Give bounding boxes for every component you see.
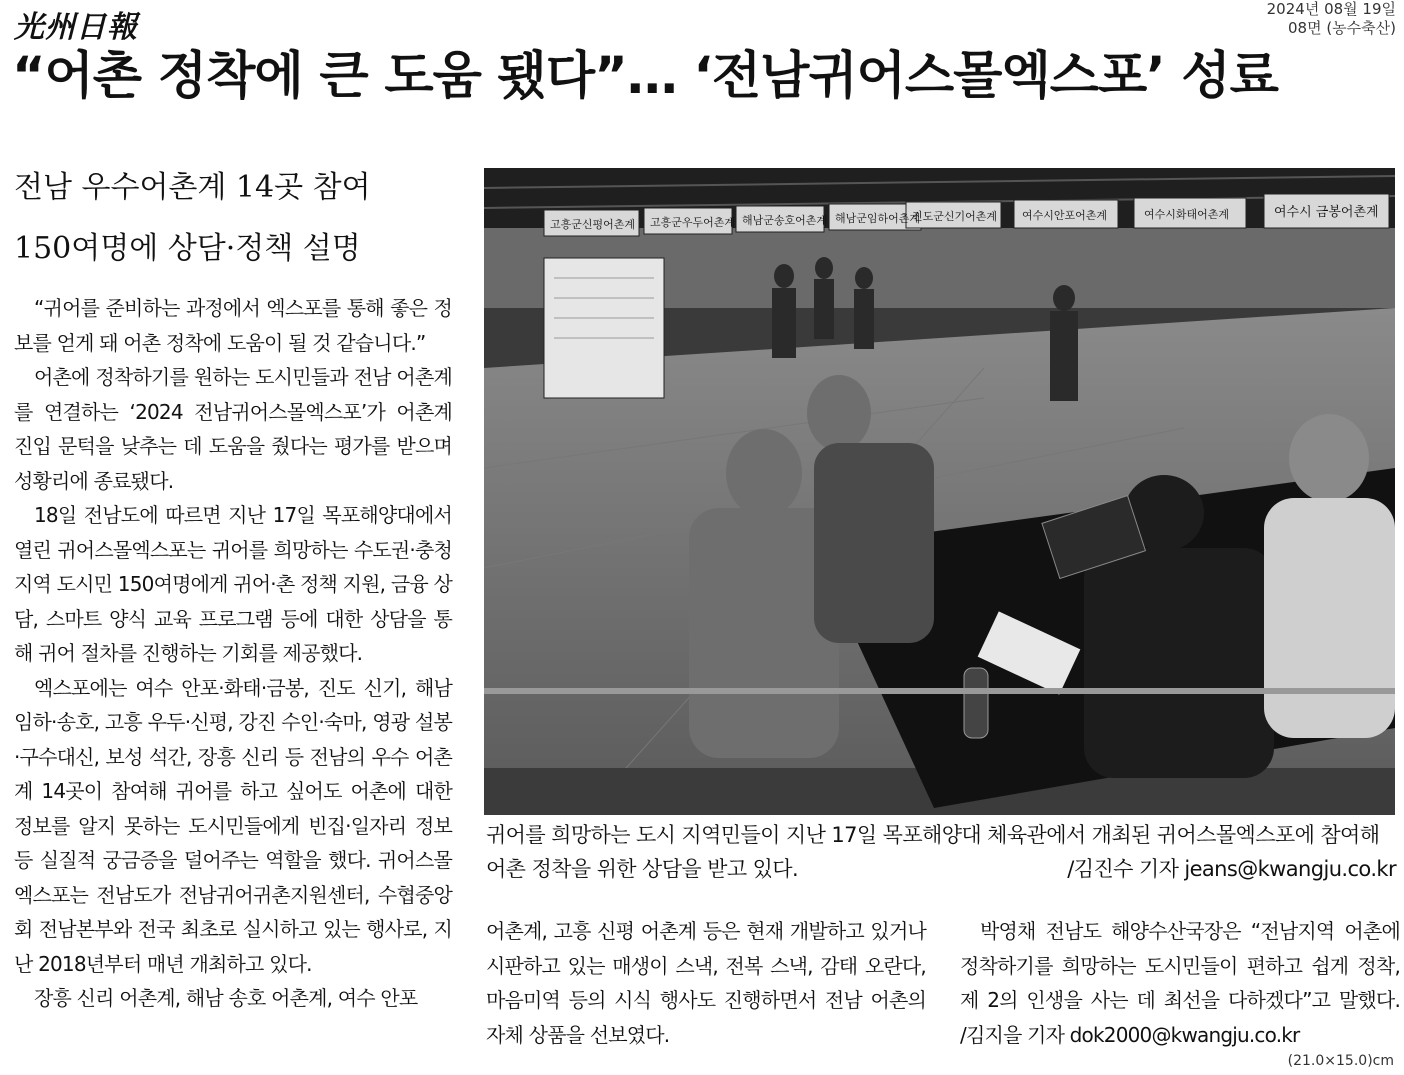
paragraph: 18일 전남도에 따르면 지난 17일 목포해양대에서 열린 귀어스몰엑스포는 귀어를 희망하는 수도권·충청 지역 도시민 150여명에게 귀어·촌 정책 지원, 금융 상담, 스마트 양식 교육 프로그램 등에 대한 상담을 통해 귀어 절차를 진행하는 기회를 제공했다. xyxy=(14,503,452,665)
booth-banner: 해남군송호어촌계 xyxy=(742,214,828,227)
paragraph: 엑스포에는 여수 안포·화태·금봉, 진도 신기, 해남 임하·송호, 고흥 우두·신평, 강진 수인·숙마, 영광 설봉·구수대신, 보성 석간, 장흥 신리 등 전남의 우수 어촌계 14곳이 참여해 귀어를 하고 싶어도 어촌에 대한 정보를 알지 못하는 도시민들에게 빈집·일자리 정보 등 실질적 궁금증을 덜어주는 역할을 했다. 귀어스몰엑스포는 전남도가 전남귀어귀촌지원센터, 수협중앙회 전남본부와 전국 최초로 실시하고 있는 행사로, 지난 2018년부터 매년 개최하고 있다. xyxy=(14,675,452,976)
booth-banner: 고흥군신평어촌계 xyxy=(550,218,636,231)
article-column-2 xyxy=(486,914,926,1052)
paragraph: 장흥 신리 어촌계, 해남 송호 어촌계, 여수 안포 xyxy=(34,986,418,1010)
paragraph: 어촌에 정착하기를 원하는 도시민들과 전남 어촌계를 연결하는 ‘2024 전남귀어스몰엑스포’가 어촌계 진입 문턱을 낮추는 데 도움을 줬다는 평가를 받으며 성황리에 종료됐다. xyxy=(14,365,452,493)
paragraph: 어촌계, 고흥 신평 어촌계 등은 현재 개발하고 있거나 시판하고 있는 매생이 스낵, 전복 스낵, 감태 오란다, 마음미역 등의 시식 행사도 진행하면서 전남 어촌의 자체 상품을 선보였다. xyxy=(486,919,926,1047)
paragraph xyxy=(960,914,1400,1052)
expo-consultation-photo xyxy=(484,168,1395,815)
booth-banner: 여수시 금봉어촌계 xyxy=(1274,205,1379,220)
paragraph-text: 박영채 전남도 해양수산국장은 “전남지역 어촌에 정착하기를 희망하는 도시민들이 편하고 쉽게 정착, 제 2의 인생을 사는 데 최선을 다하겠다”고 말했다. xyxy=(960,919,1400,1012)
paragraph: “귀어를 준비하는 과정에서 엑스포를 통해 좋은 정보를 얻게 돼 어촌 정착에 도움이 될 것 같습니다.” xyxy=(14,296,452,355)
article-column-1 xyxy=(14,291,452,1016)
newspaper-logo: 光州日報 xyxy=(14,10,138,45)
subhead-2: 150여명에 상담·정책 설명 xyxy=(14,231,361,266)
subhead-1: 전남 우수어촌계 14곳 참여 xyxy=(14,170,371,205)
booth-banner: 여수시화태어촌계 xyxy=(1144,208,1230,221)
size-note: (21.0×15.0)cm xyxy=(1287,1053,1394,1069)
news-photo xyxy=(484,168,1395,815)
headline: “어촌 정착에 큰 도움 됐다”… ‘전남귀어스몰엑스포’ 성료 xyxy=(12,47,1278,106)
caption-text: 귀어를 희망하는 도시 지역민들이 지난 17일 목포해양대 체육관에서 개최된 귀어스몰엑스포에 참여해 어촌 정착을 위한 상담을 받고 있다. xyxy=(486,823,1380,881)
issue-page: 08면 (농수축산) xyxy=(1287,19,1396,37)
booth-banner: 해남군임하어촌계 xyxy=(835,212,921,225)
booth-banner: 여수시안포어촌계 xyxy=(1022,209,1108,222)
article-column-3 xyxy=(960,914,1400,1052)
photo-credit: /김진수 기자 jeans@kwangju.co.kr xyxy=(1067,857,1396,881)
booth-banner: 고흥군우두어촌계 xyxy=(650,216,736,229)
photo-caption xyxy=(486,818,1396,886)
booth-banner: 진도군신기어촌계 xyxy=(912,210,998,223)
issue-meta xyxy=(1267,0,1396,38)
byline: /김지을 기자 dok2000@kwangju.co.kr xyxy=(960,1022,1300,1047)
issue-date: 2024년 08월 19일 xyxy=(1266,0,1396,18)
